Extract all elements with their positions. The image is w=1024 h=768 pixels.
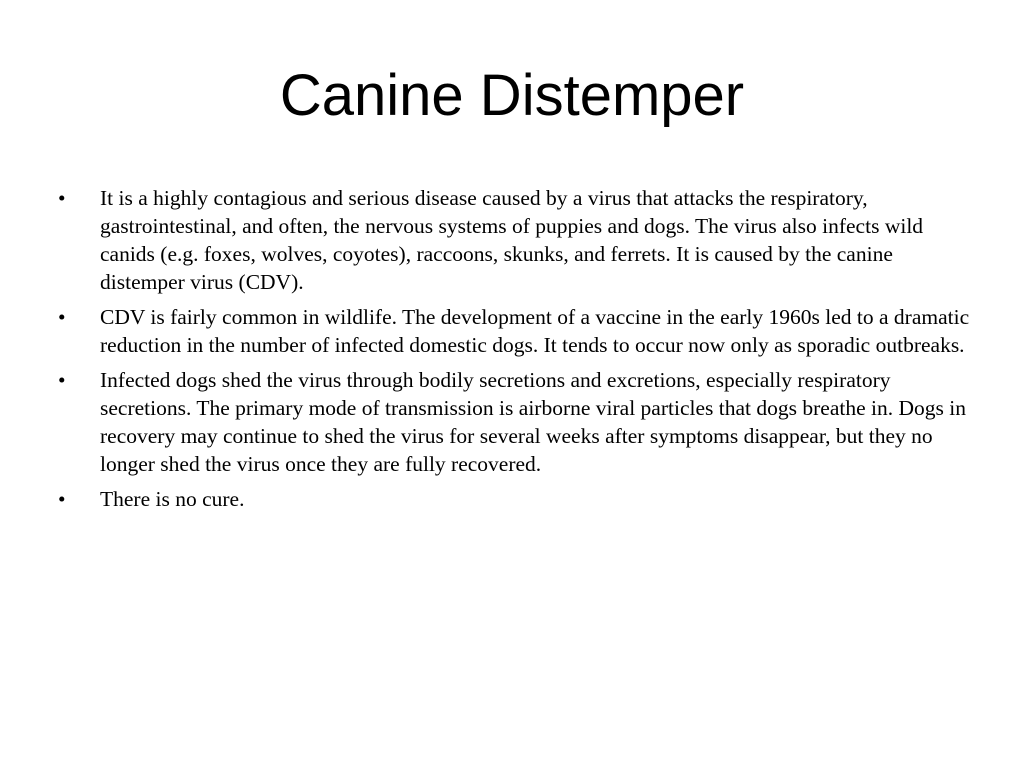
list-item [58,485,978,513]
list-item [58,366,978,478]
bullet-icon: • [58,186,66,210]
bullet-icon: • [58,487,66,511]
bullet-icon: • [58,305,66,329]
bullet-text: It is a highly contagious and serious disease caused by a virus that attacks the respiratory, gastrointestinal, and often, the nervous systems of puppies and dogs. The virus also infects wild canids (e.g. foxes, wolves, coyotes), raccoons, skunks, and ferrets. It is caused by the canine distemper virus (CDV). [100,186,924,294]
bullet-text: Infected dogs shed the virus through bodily secretions and excretions, especially respiratory secretions. The primary mode of transmission is airborne viral particles that dogs breathe in. Dogs in recovery may continue to shed the virus for several weeks after symptoms disappear, but they no longer shed the virus once they are fully recovered. [100,368,966,476]
bullet-text: There is no cure. [100,487,245,511]
bullet-text: CDV is fairly common in wildlife. The development of a vaccine in the early 1960s led to a dramatic reduction in the number of infected domestic dogs. It tends to occur now only as sporadic outbreaks. [100,305,970,357]
list-item [58,303,978,359]
list-item [58,184,978,296]
bullet-icon: • [58,368,66,392]
bullet-list [58,184,978,520]
slide-title: Canine Distemper [279,63,745,128]
